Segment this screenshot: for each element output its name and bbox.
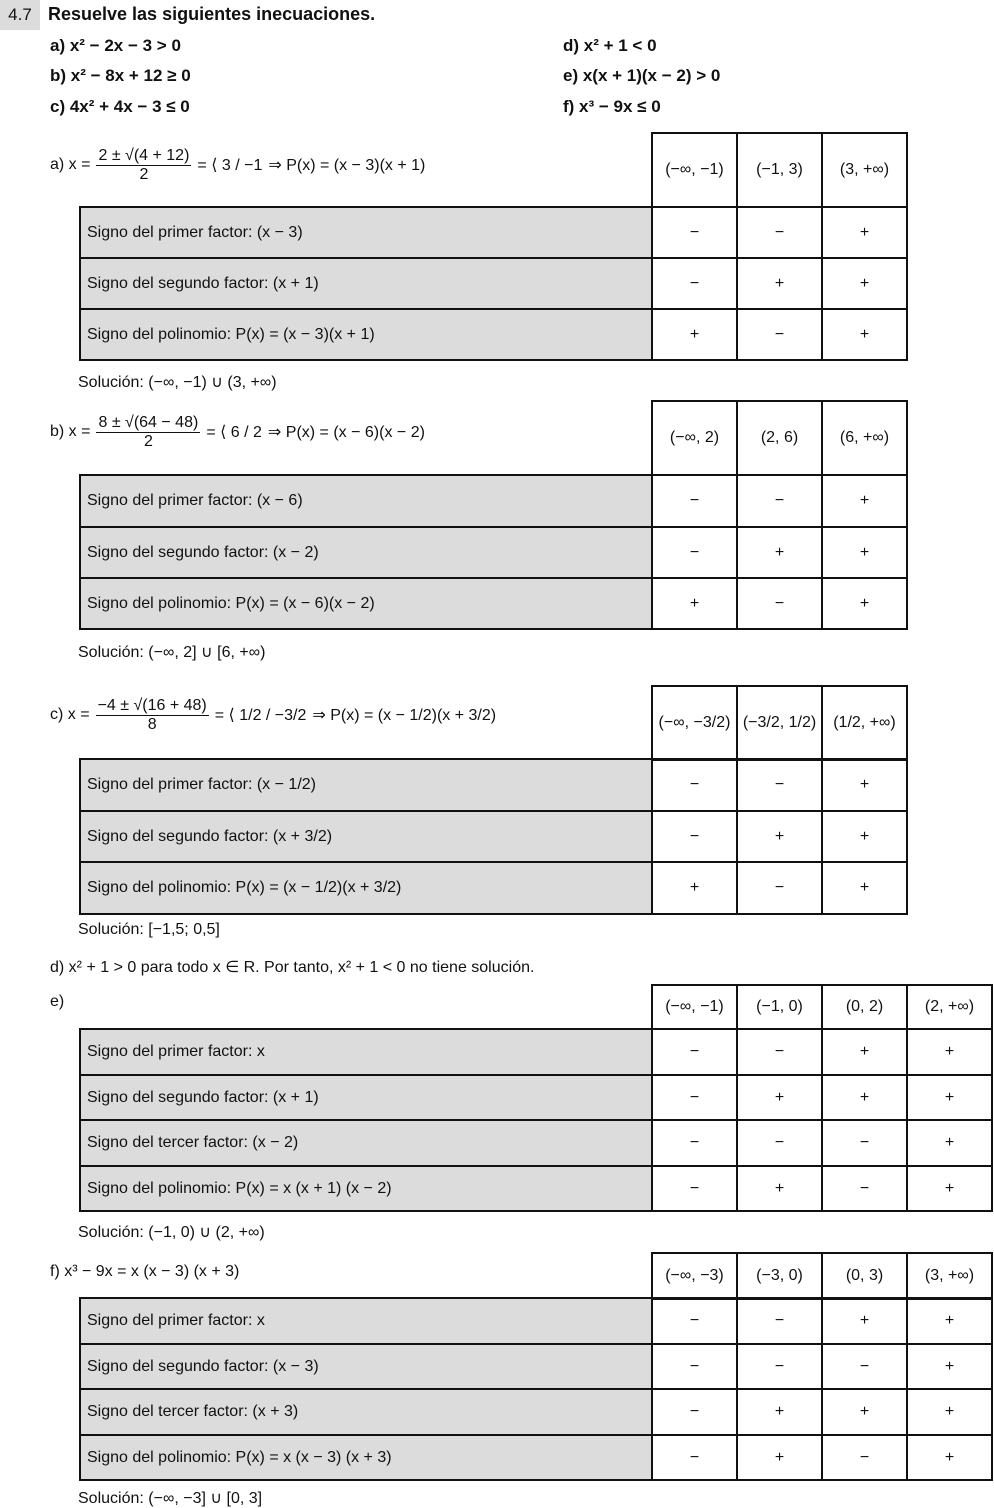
intervals-header-b [651, 400, 908, 476]
table-row [80, 258, 907, 309]
sign-cell: + [822, 207, 907, 258]
table-row [80, 811, 907, 862]
sign-cell: + [822, 759, 907, 811]
sign-cell: + [907, 1298, 992, 1344]
table-row [80, 1120, 992, 1166]
statement-c: c) 4x² + 4x − 3 ≤ 0 [50, 97, 190, 116]
roots: = ⟨ 1/2 / −3/2 [214, 707, 307, 724]
row-label: Signo del polinomio: P(x) = (x − 6)(x − 2) [80, 578, 652, 629]
work-prefix: b) x = [50, 423, 91, 440]
sign-cell: − [737, 578, 822, 629]
solution-b: Solución: (−∞, 2] ∪ [6, +∞) [78, 644, 266, 661]
row-label: Signo del primer factor: x [80, 1029, 652, 1075]
row-label: Signo del segundo factor: (x − 3) [80, 1344, 652, 1389]
row-label: Signo del polinomio: P(x) = (x − 1/2)(x + 3/2) [80, 862, 652, 914]
part-d-text: d) x² + 1 > 0 para todo x ∈ R. Por tanto, x² + 1 < 0 no tiene solución. [50, 959, 535, 976]
sign-table-b [79, 474, 908, 630]
intervals-header-e [651, 984, 993, 1030]
quadratic-formula [96, 697, 209, 734]
statement-a: a) x² − 2x − 3 > 0 [50, 36, 181, 55]
sign-cell: + [822, 811, 907, 862]
row-label: Signo del tercer factor: (x + 3) [80, 1389, 652, 1435]
row-label: Signo del primer factor: (x − 3) [80, 207, 652, 258]
sign-cell: + [822, 309, 907, 360]
intervals-header-c [651, 685, 908, 761]
row-label: Signo del segundo factor: (x + 3/2) [80, 811, 652, 862]
sign-cell: + [907, 1120, 992, 1166]
work-c [50, 695, 496, 735]
sign-cell: + [652, 578, 737, 629]
interval-cell: (−1, 0) [737, 985, 822, 1029]
sign-cell: + [822, 1389, 907, 1435]
table-row [80, 1344, 992, 1389]
table-row [80, 578, 907, 629]
sign-cell: − [822, 1166, 907, 1211]
row-label: Signo del polinomio: P(x) = x (x − 3) (x + 3) [80, 1435, 652, 1480]
sign-table-f [79, 1297, 993, 1481]
sign-cell: + [907, 1166, 992, 1211]
sign-cell: + [907, 1029, 992, 1075]
sign-cell: + [822, 527, 907, 578]
sign-cell: − [737, 1120, 822, 1166]
sign-cell: − [652, 475, 737, 527]
sign-cell: − [737, 1344, 822, 1389]
interval-cell: (−∞, −3/2) [652, 686, 737, 760]
sign-cell: − [652, 527, 737, 578]
interval-cell: (−∞, −1) [652, 985, 737, 1029]
row-label: Signo del segundo factor: (x − 2) [80, 527, 652, 578]
sign-cell: − [652, 811, 737, 862]
table-row [80, 1389, 992, 1435]
work-prefix: a) x = [50, 156, 91, 173]
interval-cell: (−3/2, 1/2) [737, 686, 822, 760]
sign-table-c [79, 758, 908, 915]
solution-f: Solución: (−∞, −3] ∪ [0, 3] [78, 1490, 263, 1507]
sign-cell: − [737, 1029, 822, 1075]
table-row [80, 1166, 992, 1211]
row-label: Signo del primer factor: (x − 6) [80, 475, 652, 527]
table-row [80, 527, 907, 578]
solution-a: Solución: (−∞, −1) ∪ (3, +∞) [78, 374, 277, 391]
formula-numerator: 8 ± √(64 − 48) [98, 413, 199, 431]
part-e-label: e) [50, 993, 65, 1010]
row-label: Signo del polinomio: P(x) = x (x + 1) (x − 2) [80, 1166, 652, 1211]
sign-cell: + [822, 258, 907, 309]
table-row [80, 1029, 992, 1075]
formula-numerator: 2 ± √(4 + 12) [98, 146, 190, 164]
interval-cell: (2, +∞) [907, 985, 992, 1029]
interval-cell: (−∞, −3) [652, 1253, 737, 1299]
sign-table-a [79, 206, 908, 361]
work-prefix: c) x = [50, 706, 90, 723]
sign-cell: − [652, 1029, 737, 1075]
factorization: ⇒ P(x) = (x − 1/2)(x + 3/2) [312, 707, 497, 724]
sign-cell: + [907, 1389, 992, 1435]
intervals-header-f [651, 1252, 993, 1300]
table-row [80, 759, 907, 811]
sign-cell: + [737, 1435, 822, 1480]
formula-denominator: 8 [147, 715, 157, 733]
roots: = ⟨ 3 / −1 [197, 157, 263, 174]
sign-cell: − [652, 1298, 737, 1344]
sign-cell: + [737, 527, 822, 578]
sign-cell: − [822, 1435, 907, 1480]
sign-cell: + [907, 1344, 992, 1389]
sign-cell: − [652, 1075, 737, 1120]
sign-cell: − [652, 1166, 737, 1211]
sign-cell: + [737, 811, 822, 862]
sign-cell: − [652, 207, 737, 258]
interval-cell: (−1, 3) [737, 133, 822, 207]
interval-cell: (1/2, +∞) [822, 686, 907, 760]
sign-cell: + [907, 1435, 992, 1480]
formula-denominator: 2 [139, 165, 149, 183]
interval-cell: (−∞, −1) [652, 133, 737, 207]
sign-cell: + [822, 862, 907, 914]
sign-cell: + [822, 578, 907, 629]
sign-cell: + [907, 1075, 992, 1120]
sign-cell: − [737, 862, 822, 914]
sign-cell: + [822, 1075, 907, 1120]
sign-cell: + [737, 1166, 822, 1211]
sign-cell: + [737, 258, 822, 309]
table-row [80, 475, 907, 527]
table-row [80, 1298, 992, 1344]
work-f: f) x³ − 9x = x (x − 3) (x + 3) [50, 1263, 240, 1280]
row-label: Signo del segundo factor: (x + 1) [80, 1075, 652, 1120]
sign-cell: − [652, 1435, 737, 1480]
formula-denominator: 2 [143, 432, 153, 450]
row-label: Signo del tercer factor: (x − 2) [80, 1120, 652, 1166]
interval-cell: (−∞, 2) [652, 401, 737, 475]
sign-cell: − [652, 1389, 737, 1435]
sign-cell: + [822, 475, 907, 527]
table-row [80, 1435, 992, 1480]
formula-numerator: −4 ± √(16 + 48) [97, 696, 207, 714]
solution-e: Solución: (−1, 0) ∪ (2, +∞) [78, 1224, 265, 1241]
sign-cell: − [737, 207, 822, 258]
sign-cell: − [652, 759, 737, 811]
exercise-number: 4.7 [0, 0, 40, 30]
sign-cell: − [652, 258, 737, 309]
sign-cell: + [822, 1298, 907, 1344]
quadratic-formula [96, 147, 191, 184]
statement-d: d) x² + 1 < 0 [563, 36, 657, 55]
row-label: Signo del primer factor: (x − 1/2) [80, 759, 652, 811]
work-b [50, 412, 425, 452]
sign-cell: + [652, 862, 737, 914]
sign-cell: − [737, 475, 822, 527]
interval-cell: (2, 6) [737, 401, 822, 475]
table-row [80, 1075, 992, 1120]
table-row [80, 309, 907, 360]
row-label: Signo del primer factor: x [80, 1298, 652, 1344]
sign-cell: − [737, 1298, 822, 1344]
interval-cell: (0, 2) [822, 985, 907, 1029]
row-label: Signo del polinomio: P(x) = (x − 3)(x + 1) [80, 309, 652, 360]
intervals-header-a [651, 132, 908, 208]
sign-cell: − [822, 1344, 907, 1389]
exercise-title: Resuelve las siguientes inecuaciones. [48, 4, 376, 24]
sign-cell: − [652, 1344, 737, 1389]
statement-f: f) x³ − 9x ≤ 0 [563, 97, 661, 116]
sign-cell: − [737, 309, 822, 360]
sign-cell: + [737, 1075, 822, 1120]
sign-cell: − [737, 759, 822, 811]
factorization: ⇒ P(x) = (x − 6)(x − 2) [267, 424, 425, 441]
sign-cell: + [737, 1389, 822, 1435]
interval-cell: (3, +∞) [822, 133, 907, 207]
sign-cell: − [822, 1120, 907, 1166]
factorization: ⇒ P(x) = (x − 3)(x + 1) [268, 157, 426, 174]
interval-cell: (−3, 0) [737, 1253, 822, 1299]
sign-table-e [79, 1028, 993, 1212]
roots: = ⟨ 6 / 2 [206, 424, 262, 441]
interval-cell: (0, 3) [822, 1253, 907, 1299]
sign-cell: − [652, 1120, 737, 1166]
sign-cell: + [822, 1029, 907, 1075]
interval-cell: (6, +∞) [822, 401, 907, 475]
statement-e: e) x(x + 1)(x − 2) > 0 [563, 66, 721, 85]
table-row [80, 862, 907, 914]
sign-cell: + [652, 309, 737, 360]
table-row [80, 207, 907, 258]
quadratic-formula [96, 414, 200, 451]
statement-b: b) x² − 8x + 12 ≥ 0 [50, 66, 191, 85]
interval-cell: (3, +∞) [907, 1253, 992, 1299]
solution-c: Solución: [−1,5; 0,5] [78, 921, 220, 938]
row-label: Signo del segundo factor: (x + 1) [80, 258, 652, 309]
work-a [50, 145, 425, 185]
